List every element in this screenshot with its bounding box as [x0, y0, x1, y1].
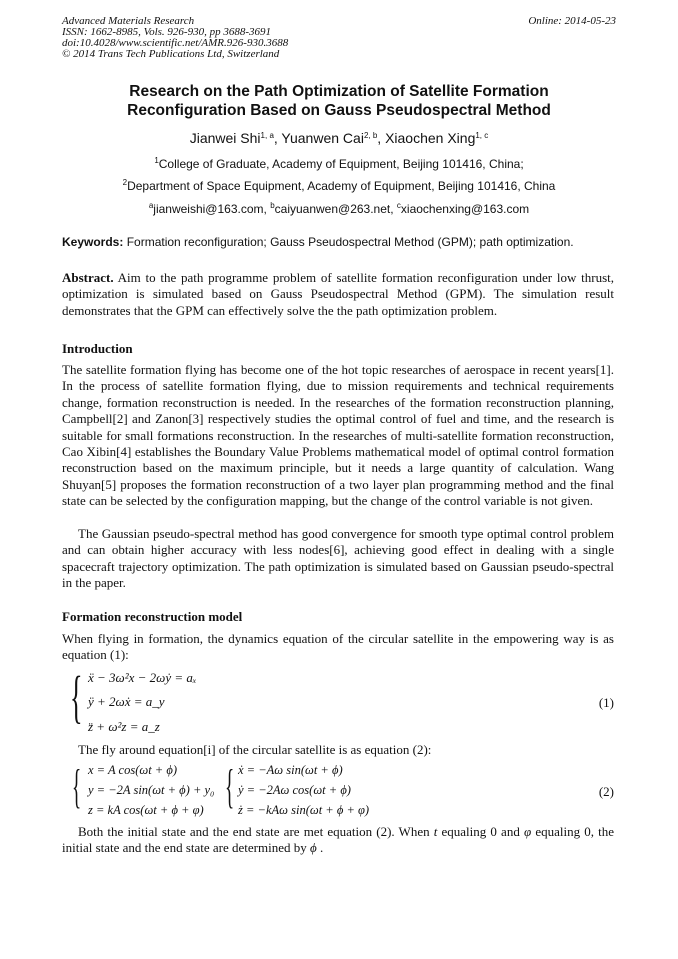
- left-brace: {: [72, 760, 82, 813]
- equation-line: ẏ = −2Aω cos(ωt + ϕ): [238, 783, 351, 797]
- abstract-label: Abstract.: [62, 270, 114, 285]
- equation-line: z̈ + ω²z = a_z: [88, 719, 160, 734]
- model-paragraph-1: When flying in formation, the dynamics equation of the circular satellite in the empowering way is as equation (1):: [62, 631, 614, 663]
- left-brace: {: [70, 664, 83, 729]
- equation-line: ÿ + 2ωẋ = a_y: [88, 694, 165, 709]
- author-name: Jianwei Shi: [189, 130, 261, 146]
- equation-line: z = kA cos(ωt + ϕ + φ): [88, 803, 204, 817]
- email-sup: c: [396, 201, 401, 210]
- left-brace: {: [225, 760, 235, 813]
- email: jianweishi@163.com,: [153, 202, 271, 216]
- author-sup: 1, a: [260, 131, 274, 140]
- intro-paragraph-1: The satellite formation flying has become one of the hot topic researches of aerospace in recent years[1]. In the process of satellite formation flying, due to mission requirements and technical requirements change, formation reconstruction is needed. In the researches of the formation reconstruction planning, Campbell[2] and Zanon[3] respectively studies the optimal control of fuel and time, and the research is suitable for small formations reconstruction. In the researches of multi-satellite formation reconstruction, Cao Xibin[4] establishes the Boundary Value Problems mathematical model of optimal control formation reconstruction based on the maximum principle, but it needs a large quantity of calculation. Wang Shuyan[5] proposes the formation reconstruction of a two layer plan programming method and the final state can be selected by the configuration mapping, but the change of the control variable is not given.: [62, 362, 614, 509]
- intro-paragraph-2: The Gaussian pseudo-spectral method has good convergence for smooth type optimal control problem and can obtain higher accuracy with less nodes[6], achieving good effect in dealing with a single spacecraft trajectory optimization. The path optimization is simulated based on Gaussian pseudo-spectral in the paper.: [62, 526, 614, 591]
- online-date: Online: 2014-05-23: [528, 15, 616, 27]
- equation-number: (2): [598, 784, 614, 799]
- affiliation: [0, 179, 678, 193]
- aff-text: Department of Space Equipment, Academy of Equipment, Beijing 101416, China: [127, 179, 556, 193]
- email: xiaochenxing@163.com: [400, 202, 530, 216]
- text-run: Both the initial state and the end state are met equation (2). When: [78, 824, 434, 839]
- journal-header: [62, 16, 616, 60]
- issn: ISSN: 1662-8985, Vols. 926-930, pp 3688-3691: [62, 26, 271, 38]
- keywords: [62, 235, 574, 249]
- aff-sup: 1: [154, 156, 159, 165]
- abstract-text: Aim to the path programme problem of satellite formation reconfiguration under low thrust, optimization is simulated based on Gauss Pseudospectral Method (GPM). The simulation result demonstrates that the GPM can effectively solve the the path optimization problem.: [62, 270, 614, 318]
- author-name: Yuanwen Cai: [281, 130, 364, 146]
- math-var: ϕ: [310, 840, 317, 856]
- equation-line: ẍ − 3ω²x − 2ωẏ = aₓ: [88, 670, 197, 685]
- math-var: φ: [523, 824, 532, 839]
- equation-number: (1): [598, 695, 614, 710]
- affiliation: [0, 157, 678, 171]
- abstract: [62, 270, 614, 319]
- journal-name: Advanced Materials Research: [62, 15, 195, 27]
- equation-line: x = A cos(ωt + ϕ): [88, 763, 177, 777]
- section-heading: Formation reconstruction model: [62, 609, 243, 624]
- math-var: t: [433, 824, 438, 839]
- model-paragraph-2: The fly around equation[i] of the circular satellite is as equation (2):: [78, 742, 432, 757]
- text-run: equaling 0, the initial state and the end state are determined by: [62, 824, 614, 856]
- equation-line: ż = −kAω sin(ωt + ϕ + φ): [238, 803, 370, 817]
- title-line-1: Research on the Path Optimization of Satellite Formation: [129, 83, 549, 100]
- author-list: Jianwei Shi$^{1, a}$, Yuanwen Cai$^{2, b}$, Xiaochen Xing$^{1, c}$: [189, 130, 489, 146]
- keywords-label: Keywords:: [62, 235, 124, 249]
- title-line-2: Reconfiguration Based on Gauss Pseudospectral Method: [127, 102, 551, 119]
- email-list: [0, 202, 678, 216]
- section-heading: Introduction: [62, 341, 133, 356]
- copyright: © 2014 Trans Tech Publications Ltd, Switzerland: [62, 48, 280, 60]
- author-sup: 2, b: [363, 131, 378, 140]
- doi: doi:10.4028/www.scientific.net/AMR.926-930.3688: [62, 37, 289, 49]
- email-sup: a: [148, 201, 154, 210]
- paper-title: [0, 82, 678, 120]
- text-run: equaling 0 and: [437, 824, 524, 839]
- equation-line: ẋ = −Aω sin(ωt + ϕ): [238, 763, 343, 777]
- author-name: Xiaochen Xing: [385, 130, 476, 146]
- text-run: .: [316, 840, 324, 856]
- keywords-text: Formation reconfiguration; Gauss Pseudospectral Method (GPM); path optimization.: [123, 235, 574, 249]
- aff-text: College of Graduate, Academy of Equipment, Beijing 101416, China;: [158, 157, 524, 171]
- author-sup: 1, c: [475, 131, 489, 140]
- equation-line: y = −2A sin(ωt + ϕ) + y₀: [88, 783, 215, 797]
- aff-sup: 2: [122, 178, 128, 187]
- model-paragraph-3: [62, 824, 614, 857]
- email-sup: b: [270, 201, 275, 210]
- email: caiyuanwen@263.net,: [274, 202, 397, 216]
